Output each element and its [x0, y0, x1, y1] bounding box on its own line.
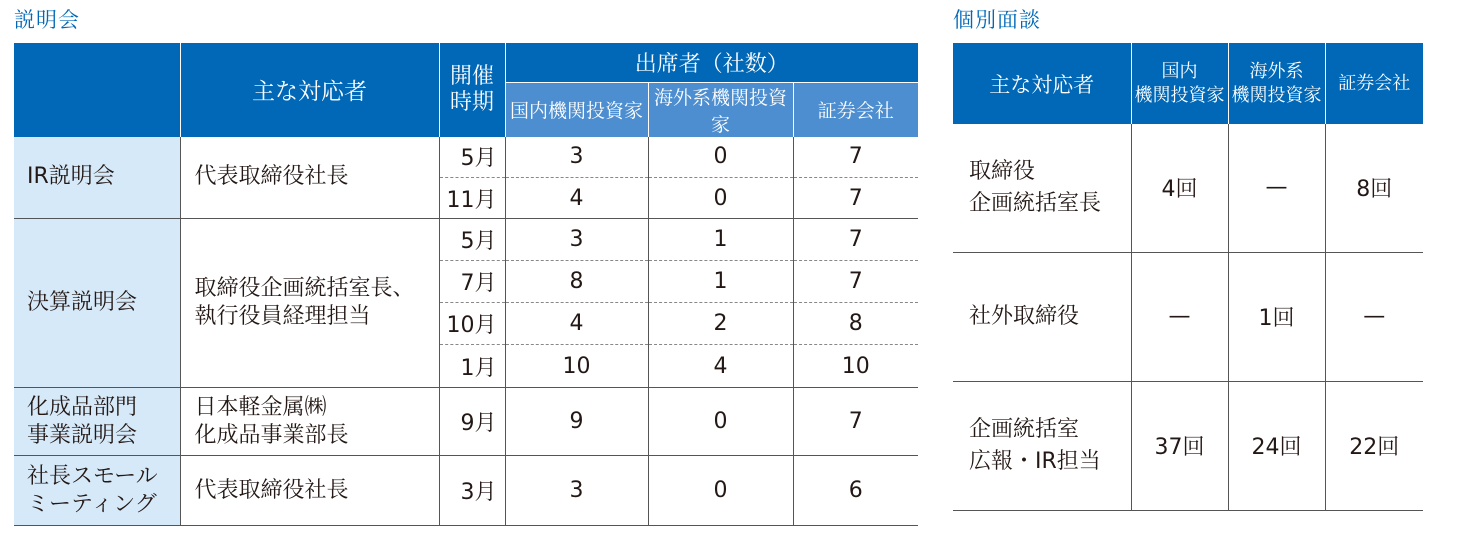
period-cell: 5月	[439, 137, 505, 178]
responder-cell	[180, 388, 439, 456]
interview-responder-cell	[953, 381, 1131, 510]
interview-count-cell: —	[1228, 124, 1325, 252]
interview-count-cell: —	[1325, 252, 1423, 381]
attendee-count-cell: 6	[793, 456, 918, 526]
category-label: IR説明会	[27, 164, 115, 190]
category-label: 決算説明会	[27, 290, 138, 315]
interview-header-domestic	[1131, 43, 1228, 124]
attendee-count-cell: 7	[793, 261, 918, 303]
attendee-count-cell: 4	[505, 178, 648, 219]
attendee-count-cell: 8	[793, 303, 918, 345]
interview-count-cell: 37回	[1131, 381, 1228, 510]
header-main-responder: 主な対応者	[180, 43, 439, 137]
period-cell: 7月	[439, 261, 505, 303]
attendee-count-cell: 9	[505, 388, 648, 456]
header-category-blank	[14, 43, 180, 137]
responder-label: 代表取締役社長	[194, 477, 349, 503]
interview-header-overseas-line2: 機関投資家	[1231, 84, 1322, 106]
category-cell	[14, 456, 180, 526]
interview-responder-label: 広報・IR担当	[969, 448, 1101, 474]
table-row	[14, 219, 918, 261]
interview-header-overseas	[1228, 43, 1325, 124]
attendee-count-cell: 0	[648, 456, 793, 526]
category-label: ミーティング	[27, 491, 157, 517]
period-cell: 11月	[439, 178, 505, 219]
attendee-count-cell: 7	[793, 219, 918, 261]
table-row	[14, 388, 918, 456]
interview-row	[953, 124, 1423, 252]
period-cell: 10月	[439, 303, 505, 345]
responder-label: 執行役員経理担当	[194, 304, 371, 329]
interview-row	[953, 252, 1423, 381]
period-cell: 3月	[439, 456, 505, 526]
interview-count-cell: 24回	[1228, 381, 1325, 510]
period-cell: 1月	[439, 345, 505, 388]
attendee-count-cell: 1	[648, 219, 793, 261]
interview-count-cell: 1回	[1228, 252, 1325, 381]
interview-section-title: 個別面談	[953, 8, 1041, 32]
interview-header-securities: 証券会社	[1325, 43, 1423, 124]
briefing-table	[14, 43, 918, 526]
interview-count-cell: 4回	[1131, 124, 1228, 252]
header-period-line1: 開催	[449, 63, 494, 89]
period-cell: 5月	[439, 219, 505, 261]
header-attendees-group: 出席者（社数）	[505, 43, 918, 82]
responder-label: 代表取締役社長	[194, 164, 349, 190]
responder-label: 化成品事業部長	[194, 422, 349, 448]
table-row	[14, 456, 918, 526]
header-col-domestic: 国内機関投資家	[505, 82, 648, 137]
category-label: 社長スモール	[27, 463, 158, 489]
interview-responder-label: 企画統括室	[969, 416, 1080, 442]
interview-count-cell: 8回	[1325, 124, 1423, 252]
interview-header-overseas-line1: 海外系	[1249, 60, 1304, 82]
attendee-count-cell: 8	[505, 261, 648, 303]
category-label: 化成品部門	[27, 394, 138, 420]
attendee-count-cell: 1	[648, 261, 793, 303]
responder-label: 取締役企画統括室長、	[194, 276, 415, 301]
header-period	[439, 43, 505, 137]
table-row	[14, 137, 918, 178]
attendee-count-cell: 2	[648, 303, 793, 345]
category-cell	[14, 219, 180, 388]
category-cell	[14, 137, 180, 219]
responder-cell	[180, 219, 439, 388]
attendee-count-cell: 0	[648, 388, 793, 456]
attendee-count-cell: 4	[648, 345, 793, 388]
attendee-count-cell: 0	[648, 137, 793, 178]
attendee-count-cell: 3	[505, 219, 648, 261]
header-col-securities: 証券会社	[793, 82, 918, 137]
header-col-overseas: 海外系機関投資家	[648, 82, 793, 137]
responder-cell	[180, 456, 439, 526]
interview-header-domestic-line1: 国内	[1161, 60, 1198, 82]
interview-responder-label: 企画統括室長	[969, 190, 1102, 216]
attendee-count-cell: 3	[505, 456, 648, 526]
attendee-count-cell: 10	[793, 345, 918, 388]
interview-table	[953, 43, 1423, 511]
interview-responder-label: 社外取締役	[969, 303, 1080, 329]
responder-label: 日本軽金属㈱	[194, 394, 327, 420]
header-period-line2: 時期	[449, 89, 494, 115]
interview-header-domestic-line2: 機関投資家	[1134, 84, 1225, 106]
period-cell: 9月	[439, 388, 505, 456]
attendee-count-cell: 7	[793, 178, 918, 219]
interview-responder-label: 取締役	[969, 158, 1036, 184]
attendee-count-cell: 0	[648, 178, 793, 219]
attendee-count-cell: 7	[793, 137, 918, 178]
interview-count-cell: 22回	[1325, 381, 1423, 510]
category-cell	[14, 388, 180, 456]
interview-count-cell: —	[1131, 252, 1228, 381]
attendee-count-cell: 7	[793, 388, 918, 456]
attendee-count-cell: 3	[505, 137, 648, 178]
interview-header-main: 主な対応者	[953, 43, 1131, 124]
attendee-count-cell: 4	[505, 303, 648, 345]
responder-cell	[180, 137, 439, 219]
attendee-count-cell: 10	[505, 345, 648, 388]
interview-responder-cell	[953, 252, 1131, 381]
interview-responder-cell	[953, 124, 1131, 252]
briefing-section-title: 説明会	[14, 8, 80, 32]
category-label: 事業説明会	[27, 422, 138, 448]
interview-row	[953, 381, 1423, 510]
